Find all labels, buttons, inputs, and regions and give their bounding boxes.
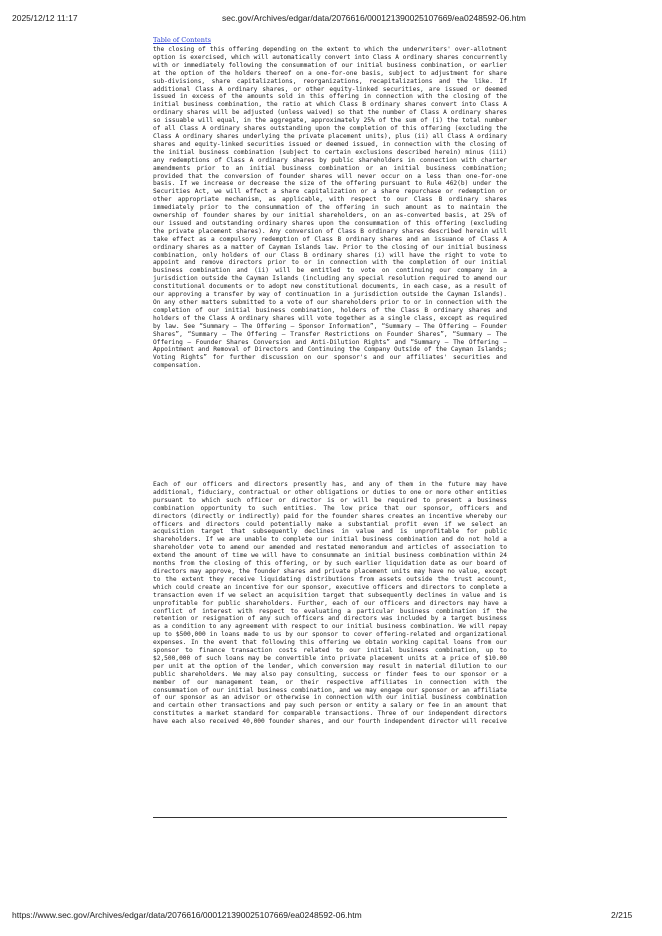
print-page-title: sec.gov/Archives/edgar/data/2076616/000121390025107669/ea0248592-06.htm [222, 13, 526, 23]
print-datetime: 2025/12/12 11:17 [12, 13, 78, 23]
print-footer-url: https://www.sec.gov/Archives/edgar/data/2076616/000121390025107669/ea0248592-06.htm [12, 910, 362, 920]
body-paragraph-2: Each of our officers and directors presently has, and any of them in the future may have additional, fiduciary, contractual or other obligations or duties to one or more other entities pursuant to which such officer or director is or will be required to present a business combination opportunity to such entities. The low price that our sponsor, officers and directors (directly or indirectly) paid for the founder shares creates an incentive whereby our officers and directors could potentially make a substantial profit even if we select an acquisition target that subsequently declines in value and is unprofitable for public shareholders. If we are unable to complete our initial business combination and do not hold a shareholder vote to amend our amended and restated memorandum and articles of association to extend the amount of time we will have to consummate an initial business combination within 24 months from the closing of this offering, or by such earlier liquidation date as our board of directors may approve, the founder shares and private placement units may have no value, except to the extent they receive liquidating distributions from assets outside the trust account, which could create an incentive for our sponsor, executive officers and directors to complete a transaction even if we select an acquisition target that subsequently declines in value and is unprofitable for public shareholders. Further, each of our officers and directors may have a conflict of interest with respect to evaluating a particular business combination if the retention or resignation of any such officers and directors was included by a target business as a condition to any agreement with respect to our initial business combination. We will repay up to $500,000 in loans made to us by our sponsor to cover offering-related and organizational expenses. In the event that following this offering we obtain working capital loans from our sponsor to finance transaction costs related to our initial business combination, up to $2,500,000 of such loans may be convertible into private placement units at a price of $10.00 per unit at the option of the lender, which conversion may result in material dilution to our public shareholders. We may also pay consulting, success or finder fees to our sponsor or a member of our management team, or their respective affiliates in connection with the consummation of our initial business combination, and we may engage our sponsor or an affiliate of our sponsor as an advisor or otherwise in connection with our initial business combination and certain other transactions and pay such person or entity a salary or fee in an amount that constitutes a market standard for comparable transactions. Three of our independent directors have each also received 40,000 founder shares, and our fourth independent director will receive [153, 481, 507, 726]
body-paragraph-1: the closing of this offering depending on the extent to which the underwriters' over-allotment option is exercised, which will automatically convert into Class A ordinary shares concurrently with or immediately following the consummation of our initial business combination, or earlier at the option of the holders thereof on a one-for-one basis, subject to adjustment for share sub-divisions, share capitalizations, reorganizations, recapitalizations and the like. If additional Class A ordinary shares, or other equity-linked securities, are issued or deemed issued in excess of the amounts sold in this offering in connection with the closing of the initial business combination, the ratio at which Class B ordinary shares convert into Class A ordinary shares will be adjusted (unless waived) so that the number of Class A ordinary shares so issuable will equal, in the aggregate, approximately 25% of the sum of (i) the total number of all Class A ordinary shares outstanding upon the completion of this offering (excluding the Class A ordinary shares underlying the private placement units), plus (ii) all Class A ordinary shares and equity-linked securities issued or deemed issued, in connection with the closing of the initial business combination (subject to certain exclusions described herein) minus (iii) any redemptions of Class A ordinary shares by public shareholders in connection with charter amendments prior to an initial business combination or an initial business combination; provided that the conversion of founder shares will never occur on a less than one-for-one basis. If we increase or decrease the size of the offering pursuant to Rule 462(b) under the Securities Act, we will effect a share capitalization or a share repurchase or redemption or other appropriate mechanism, as applicable, with respect to our Class B ordinary shares immediately prior to the consummation of the offering in such amount as to maintain the ownership of founder shares by our initial shareholders, on an as-converted basis, at 25% of our issued and outstanding ordinary shares upon the consummation of this offering (excluding the private placement shares). Any conversion of Class B ordinary shares described herein will take effect as a compulsory redemption of Class B ordinary shares and an issuance of Class A ordinary shares as a matter of Cayman Islands law. Prior to the closing of our initial business combination, only holders of our Class B ordinary shares (i) will have the right to vote to appoint and remove directors prior to or in connection with the completion of our initial business combination and (ii) will be entitled to vote on continuing our company in a jurisdiction outside the Cayman Islands (including any special resolution required to amend our constitutional documents or to adopt new constitutional documents, in each case, as a result of our approving a transfer by way of continuation in a jurisdiction outside the Cayman Islands). On any other matters submitted to a vote of our shareholders prior to or in connection with the completion of our initial business combination, holders of the Class B ordinary shares and holders of the Class A ordinary shares will vote together as a single class, except as required by law. See “Summary — The Offering — Sponsor Information”, “Summary — The Offering — Founder Shares”, “Summary — The Offering — Transfer Restrictions on Founder Shares”, “Summary — The Offering — Founder Shares Conversion and Anti-Dilution Rights” and “Summary — The Offering — Appointment and Removal of Directors and Continuing the Company Outside of the Cayman Islands; Voting Rights” for further discussion on our sponsor's and our affiliates' securities and compensation. [153, 46, 507, 370]
table-of-contents-link[interactable]: Table of Contents [153, 36, 211, 44]
footer-divider [153, 817, 507, 818]
page-number: 2/215 [611, 910, 633, 920]
